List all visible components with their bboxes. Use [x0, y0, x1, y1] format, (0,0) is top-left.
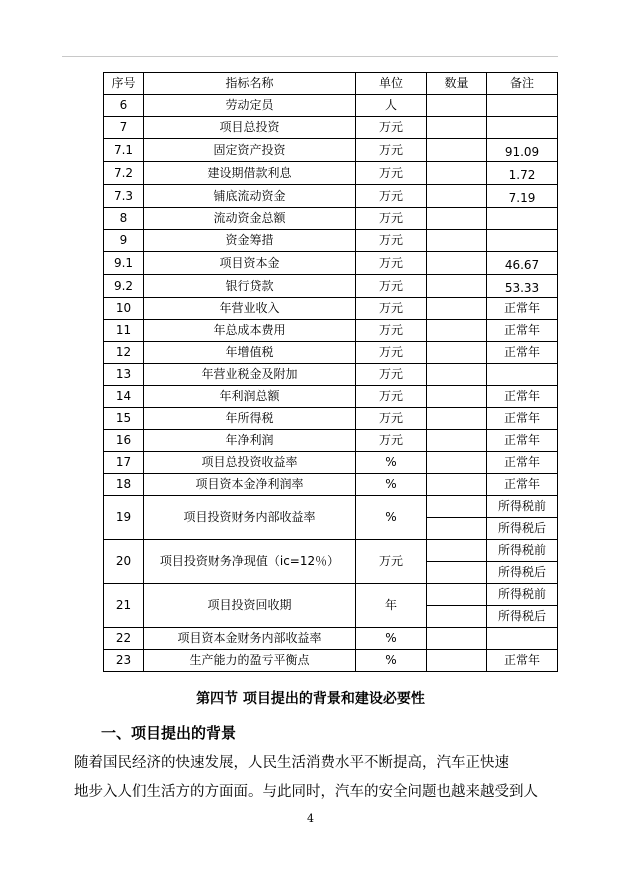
row-name: 建设期借款利息: [144, 162, 356, 185]
row-qty: [427, 364, 487, 386]
row-note: [487, 208, 558, 230]
row-unit: %: [356, 496, 427, 540]
table-row: [104, 584, 558, 606]
table-row: [104, 320, 558, 342]
row-unit: 万元: [356, 230, 427, 252]
row-note: 正常年: [487, 342, 558, 364]
row-qty: [427, 275, 487, 298]
row-note: 53.33: [487, 275, 558, 298]
row-note: [487, 628, 558, 650]
row-qty: [427, 117, 487, 139]
row-note: 正常年: [487, 408, 558, 430]
row-no: 6: [104, 95, 144, 117]
row-qty: [427, 208, 487, 230]
row-unit: %: [356, 628, 427, 650]
row-qty: [427, 430, 487, 452]
row-name: 生产能力的盈亏平衡点: [144, 650, 356, 672]
table-row: [104, 628, 558, 650]
row-no: 9.2: [104, 275, 144, 298]
table-row: [104, 275, 558, 298]
row-unit: 万元: [356, 430, 427, 452]
row-unit: %: [356, 650, 427, 672]
row-name: 项目资本金净利润率: [144, 474, 356, 496]
table-body: [104, 95, 558, 672]
table-row: [104, 252, 558, 275]
row-no: 13: [104, 364, 144, 386]
row-note: 正常年: [487, 474, 558, 496]
row-name: 项目投资回收期: [144, 584, 356, 628]
row-note: 91.09: [487, 139, 558, 162]
row-no: 12: [104, 342, 144, 364]
row-note: 1.72: [487, 162, 558, 185]
row-qty: [427, 320, 487, 342]
row-note: 正常年: [487, 452, 558, 474]
row-note: 7.19: [487, 185, 558, 208]
row-unit: 万元: [356, 408, 427, 430]
table-row: [104, 208, 558, 230]
section-title: 第四节 项目提出的背景和建设必要性: [196, 691, 425, 707]
row-note: 正常年: [487, 298, 558, 320]
row-qty: [427, 386, 487, 408]
row-name: 年增值税: [144, 342, 356, 364]
row-note: 正常年: [487, 430, 558, 452]
row-name: 年总成本费用: [144, 320, 356, 342]
row-unit: 万元: [356, 139, 427, 162]
header-unit: 单位: [356, 73, 427, 95]
table-row: [104, 364, 558, 386]
row-no: 7.1: [104, 139, 144, 162]
row-name: 资金筹措: [144, 230, 356, 252]
row-name: 年净利润: [144, 430, 356, 452]
row-note: 正常年: [487, 320, 558, 342]
row-no: 16: [104, 430, 144, 452]
row-qty: [427, 342, 487, 364]
row-note: [487, 364, 558, 386]
row-unit: 万元: [356, 208, 427, 230]
table-header-row: [104, 73, 558, 95]
header-qty: 数量: [427, 73, 487, 95]
row-no: 9: [104, 230, 144, 252]
row-no: 8: [104, 208, 144, 230]
row-qty: [427, 540, 487, 562]
table-row: [104, 230, 558, 252]
row-qty: [427, 408, 487, 430]
row-qty: [427, 162, 487, 185]
row-note: 所得税前: [487, 584, 558, 606]
table-row: [104, 540, 558, 562]
row-name: 银行贷款: [144, 275, 356, 298]
row-qty: [427, 139, 487, 162]
row-qty: [427, 628, 487, 650]
row-name: 年营业收入: [144, 298, 356, 320]
row-note: 46.67: [487, 252, 558, 275]
row-name: 项目投资财务净现值（ic=12％）: [144, 540, 356, 584]
row-no: 7: [104, 117, 144, 139]
row-unit: 万元: [356, 162, 427, 185]
row-no: 11: [104, 320, 144, 342]
row-no: 23: [104, 650, 144, 672]
row-no: 20: [104, 540, 144, 584]
row-name: 年所得税: [144, 408, 356, 430]
row-unit: 万元: [356, 252, 427, 275]
row-qty: [427, 562, 487, 584]
row-name: 项目资本金: [144, 252, 356, 275]
indicator-table: [103, 72, 558, 672]
row-no: 22: [104, 628, 144, 650]
row-name: 项目投资财务内部收益率: [144, 496, 356, 540]
paragraph-line: 地步入人们生活方的方面面。与此同时，汽车的安全问题也越来越受到人: [74, 784, 538, 800]
header-no: 序号: [104, 73, 144, 95]
row-unit: %: [356, 474, 427, 496]
row-note: 所得税前: [487, 496, 558, 518]
row-note: 正常年: [487, 650, 558, 672]
row-name: 年利润总额: [144, 386, 356, 408]
row-qty: [427, 496, 487, 518]
table-row: [104, 185, 558, 208]
table-row: [104, 408, 558, 430]
paragraph-line: 随着国民经济的快速发展，人民生活消费水平不断提高，汽车正快速: [74, 755, 509, 771]
table-row: [104, 386, 558, 408]
subsection-title: 一、项目提出的背景: [101, 724, 237, 742]
page-number: 4: [307, 812, 314, 825]
table-row: [104, 117, 558, 139]
row-no: 7.2: [104, 162, 144, 185]
row-name: 铺底流动资金: [144, 185, 356, 208]
row-qty: [427, 606, 487, 628]
row-no: 7.3: [104, 185, 144, 208]
row-qty: [427, 650, 487, 672]
row-no: 14: [104, 386, 144, 408]
row-unit: 万元: [356, 364, 427, 386]
row-unit: %: [356, 452, 427, 474]
row-unit: 万元: [356, 298, 427, 320]
row-name: 劳动定员: [144, 95, 356, 117]
row-note: 正常年: [487, 386, 558, 408]
table-row: [104, 298, 558, 320]
row-unit: 万元: [356, 185, 427, 208]
row-no: 10: [104, 298, 144, 320]
row-no: 9.1: [104, 252, 144, 275]
table-row: [104, 342, 558, 364]
row-no: 15: [104, 408, 144, 430]
table-row: [104, 474, 558, 496]
row-note: 所得税后: [487, 518, 558, 540]
row-unit: 人: [356, 95, 427, 117]
row-unit: 万元: [356, 540, 427, 584]
table-row: [104, 430, 558, 452]
row-name: 年营业税金及附加: [144, 364, 356, 386]
table-row: [104, 139, 558, 162]
row-qty: [427, 185, 487, 208]
row-note: 所得税后: [487, 606, 558, 628]
row-no: 18: [104, 474, 144, 496]
row-qty: [427, 474, 487, 496]
table-row: [104, 452, 558, 474]
row-qty: [427, 95, 487, 117]
table-row: [104, 650, 558, 672]
table-row: [104, 162, 558, 185]
row-qty: [427, 230, 487, 252]
row-unit: 年: [356, 584, 427, 628]
header-rule: [62, 56, 558, 57]
row-qty: [427, 452, 487, 474]
row-note: [487, 230, 558, 252]
row-unit: 万元: [356, 117, 427, 139]
row-qty: [427, 298, 487, 320]
row-qty: [427, 584, 487, 606]
row-note: [487, 95, 558, 117]
row-no: 19: [104, 496, 144, 540]
row-name: 项目资本金财务内部收益率: [144, 628, 356, 650]
row-unit: 万元: [356, 386, 427, 408]
row-no: 21: [104, 584, 144, 628]
row-qty: [427, 518, 487, 540]
row-name: 流动资金总额: [144, 208, 356, 230]
table-row: [104, 496, 558, 518]
row-note: 所得税前: [487, 540, 558, 562]
row-no: 17: [104, 452, 144, 474]
row-unit: 万元: [356, 342, 427, 364]
row-note: 所得税后: [487, 562, 558, 584]
table-row: [104, 95, 558, 117]
row-name: 固定资产投资: [144, 139, 356, 162]
row-unit: 万元: [356, 275, 427, 298]
row-name: 项目总投资: [144, 117, 356, 139]
header-note: 备注: [487, 73, 558, 95]
row-unit: 万元: [356, 320, 427, 342]
row-qty: [427, 252, 487, 275]
header-name: 指标名称: [144, 73, 356, 95]
row-note: [487, 117, 558, 139]
row-name: 项目总投资收益率: [144, 452, 356, 474]
